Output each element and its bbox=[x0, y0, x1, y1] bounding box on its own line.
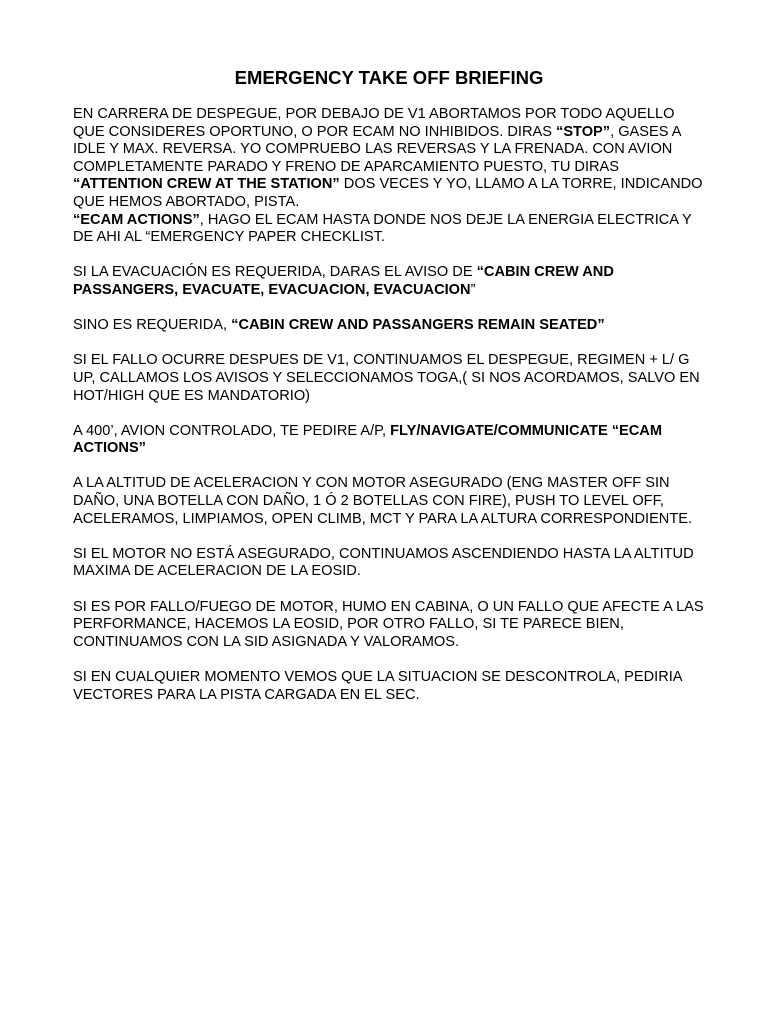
paragraph-400-ft bbox=[73, 423, 705, 458]
text-segment-bold: “STOP” bbox=[556, 123, 611, 140]
text-segment: A LA ALTITUD DE ACELERACION Y CON MOTOR ASEGURADO (ENG MASTER OFF SIN DAÑO, UNA BOTELLA CON DAÑO, 1 Ó 2 BOTELLAS CON FIRE), PUSH TO LEVEL OFF, ACELERAMOS, LIMPIAMOS, OPEN CLIMB, MCT Y PARA LA ALTURA CORRESPONDIENTE. bbox=[73, 475, 693, 527]
paragraph-eosid bbox=[73, 599, 705, 652]
paragraph-engine-not-secured bbox=[73, 546, 705, 581]
text-segment: EN CARRERA DE DESPEGUE, POR DEBAJO DE V1 ABORTAMOS POR TODO AQUELLO QUE CONSIDERES OPORTUNO, O POR ECAM NO INHIBIDOS. DIRAS bbox=[73, 106, 675, 140]
text-segment: A 400’, AVION CONTROLADO, TE PEDIRE A/P, bbox=[73, 422, 391, 439]
text-segment: SI EL MOTOR NO ESTÁ ASEGURADO, CONTINUAMOS ASCENDIENDO HASTA LA ALTITUD MAXIMA DE ACELERACION DE LA EOSID. bbox=[73, 545, 694, 580]
paragraph-vectors bbox=[73, 669, 705, 704]
paragraph-after-v1 bbox=[73, 352, 705, 405]
text-segment-bold: “ATTENTION CREW AT THE STATION” bbox=[73, 176, 340, 193]
paragraph-ecam-actions bbox=[73, 212, 705, 247]
paragraph-acceleration-altitude bbox=[73, 475, 705, 528]
text-segment: SI EL FALLO OCURRE DESPUES DE V1, CONTINUAMOS EL DESPEGUE, REGIMEN + L/ G UP, CALLAMOS LOS AVISOS Y SELECCIONAMOS TOGA,( SI NOS ACORDAMOS, SALVO EN HOT/HIGH QUE ES MANDATORIO) bbox=[73, 352, 700, 404]
paragraph-rejected-takeoff bbox=[73, 106, 705, 212]
text-segment-bold: “ECAM ACTIONS” bbox=[73, 211, 200, 228]
text-segment: SINO ES REQUERIDA, bbox=[73, 317, 232, 334]
text-segment: SI LA EVACUACIÓN ES REQUERIDA, DARAS EL AVISO DE bbox=[73, 264, 477, 281]
text-segment: ” bbox=[470, 281, 476, 298]
text-segment-bold: “CABIN CREW AND PASSANGERS, EVACUATE, EVACUACION, EVACUACION bbox=[73, 264, 614, 298]
document-page bbox=[73, 64, 705, 722]
text-segment-bold: “CABIN CREW AND PASSANGERS REMAIN SEATED” bbox=[231, 317, 605, 334]
text-segment: SI EN CUALQUIER MOMENTO VEMOS QUE LA SITUACION SE DESCONTROLA, PEDIRIA VECTORES PARA LA PISTA CARGADA EN EL SEC. bbox=[73, 669, 682, 703]
text-segment: , HAGO EL ECAM HASTA DONDE NOS DEJE LA ENERGIA ELECTRICA Y DE AHI AL “EMERGENCY PAPER CHECKLIST. bbox=[73, 211, 692, 246]
text-segment: SI ES POR FALLO/FUEGO DE MOTOR, HUMO EN CABINA, O UN FALLO QUE AFECTE A LAS PERFORMANCE, HACEMOS LA EOSID, POR OTRO FALLO, SI TE PARECE BIEN, CONTINUAMOS CON LA SID ASIGNADA Y VALORAMOS. bbox=[73, 598, 704, 650]
text-segment-bold: FLY/NAVIGATE/COMMUNICATE “ECAM ACTIONS” bbox=[73, 422, 662, 457]
text-segment: , GASES A IDLE Y MAX. REVERSA. YO COMPRUEBO LAS REVERSAS Y LA FRENADA. CON AVION COMPLETAMENTE PARADO Y FRENO DE APARCAMIENTO PUESTO, TU DIRAS bbox=[73, 123, 681, 175]
text-segment: DOS VECES Y YO, LLAMO A LA TORRE, INDICANDO QUE HEMOS ABORTADO, PISTA. bbox=[73, 176, 703, 210]
document-title: EMERGENCY TAKE OFF BRIEFING bbox=[234, 67, 544, 88]
paragraph-remain-seated bbox=[73, 317, 705, 335]
paragraph-evacuation bbox=[73, 264, 705, 299]
